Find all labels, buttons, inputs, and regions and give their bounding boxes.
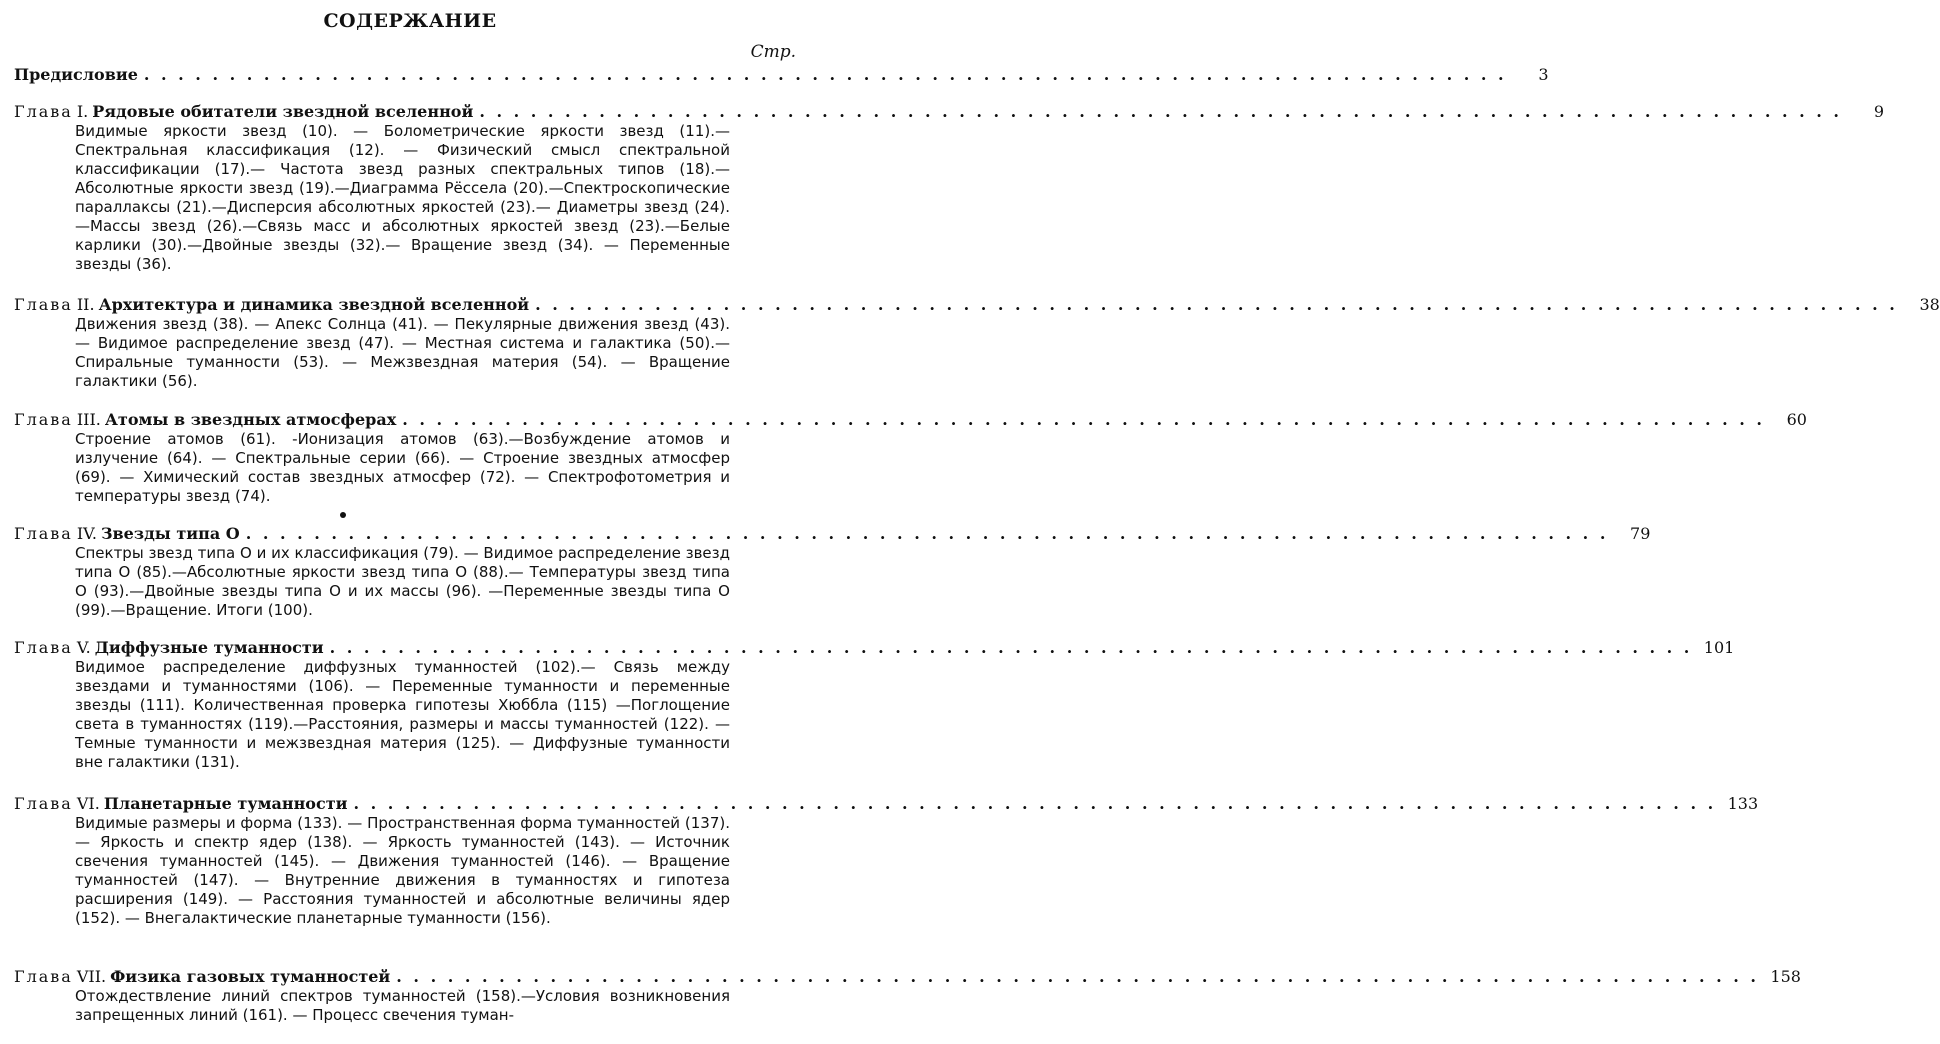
chapter-contents: Спектры звезд типа О и их классификация (79). — Видимое распределение звезд типа О (85).—Абсолютные яркости звезд типа О (88).— Температуры звезд типа О (93).—Двойные звезды типа О и их массы (96). —Переменные звезды типа О (99).—Вращение. Итоги (100). [75, 544, 730, 619]
chapter-page: 101 [1703, 638, 1735, 657]
chapter-label: Глава [14, 102, 73, 121]
leader-dots: . . . . . . . . . . . . . . . . . . . . . . . . . . . . . . . . . . . . . . . . . . . . . . . . . . . . . . . . . . . . . . . . . . . . . . . . . . . . . . . . [329, 638, 1693, 657]
leader-dots: . . . . . . . . . . . . . . . . . . . . . . . . . . . . . . . . . . . . . . . . . . . . . . . . . . . . . . . . . . . . . . . . . . . . . . . . . . . . . . . . [535, 295, 1898, 314]
toc-entry-chapter-5 [14, 637, 1735, 772]
toc-heading [14, 409, 1807, 430]
chapter-contents: Отождествление линий спектров туманностей (158).—Условия возникновения запрещенных линий (161). — Процесс свечения туман- [75, 987, 730, 1024]
chapter-title: Архитектура и динамика звездной вселенной [98, 295, 530, 314]
toc-heading [14, 637, 1735, 658]
chapter-number: IV. [76, 524, 98, 543]
page-column-label: Стр. [750, 42, 796, 62]
chapter-label: Глава [14, 967, 73, 986]
chapter-contents: Движения звезд (38). — Апекс Солнца (41). — Пекулярные движения звезд (43). — Видимое распределение звезд (47). — Местная система и галактика (50).— Спиральные туманности (53). — Межзвездная материя (54). — Вращение галактики (56). [75, 315, 730, 390]
leader-dots: . . . . . . . . . . . . . . . . . . . . . . . . . . . . . . . . . . . . . . . . . . . . . . . . . . . . . . . . . . . . . . . . . . . . . . . . . . . . . . . . [245, 524, 1609, 543]
leader-dots: . . . . . . . . . . . . . . . . . . . . . . . . . . . . . . . . . . . . . . . . . . . . . . . . . . . . . . . . . . . . . . . . . . . . . . . . . . . . . . . . [402, 410, 1765, 429]
toc-entry-chapter-4 [14, 523, 1651, 620]
preface-page: 3 [1538, 65, 1549, 84]
toc-heading [14, 101, 1884, 122]
chapter-number: VII. [76, 967, 107, 986]
toc-entry-chapter-2 [14, 294, 1940, 391]
toc-entry-chapter-6 [14, 793, 1759, 928]
chapter-number: V. [76, 638, 91, 657]
stray-dot-mark [340, 512, 346, 518]
leader-dots: . . . . . . . . . . . . . . . . . . . . . . . . . . . . . . . . . . . . . . . . . . . . . . . . . . . . . . . . . . . . . . . . . . . . . . . . . . . . . . . . [396, 967, 1759, 986]
chapter-number: III. [76, 410, 101, 429]
chapter-number: I. [76, 102, 89, 121]
toc-heading [14, 294, 1940, 315]
leader-dots: . . . . . . . . . . . . . . . . . . . . . . . . . . . . . . . . . . . . . . . . . . . . . . . . . . . . . . . . . . . . . . . . . . . . . . . . . . . . . . . . [353, 794, 1717, 813]
chapter-page: 9 [1873, 102, 1884, 121]
chapter-title: Атомы в звездных атмосферах [104, 410, 397, 429]
chapter-page: 133 [1727, 794, 1759, 813]
chapter-page: 38 [1919, 295, 1940, 314]
toc-heading [14, 793, 1759, 814]
chapter-page: 60 [1786, 410, 1807, 429]
toc-entry-chapter-7 [14, 966, 1801, 1025]
chapter-contents: Строение атомов (61). -Ионизация атомов (63).—Возбуждение атомов и излучение (64). — Спектральные серии (66). — Строение звездных атмосфер (69). — Химический состав звездных атмосфер (72). — Спектрофотометрия и температуры звезд (74). [75, 430, 730, 505]
preface-title: Предисловие [14, 65, 138, 84]
chapter-title: Планетарные туманности [103, 794, 348, 813]
chapter-label: Глава [14, 410, 73, 429]
toc-heading [14, 523, 1651, 544]
toc-entry-preface [14, 64, 1549, 85]
chapter-label: Глава [14, 295, 73, 314]
chapter-page: 79 [1630, 524, 1651, 543]
chapter-label: Глава [14, 638, 73, 657]
toc-heading [14, 966, 1801, 987]
leader-dots: . . . . . . . . . . . . . . . . . . . . . . . . . . . . . . . . . . . . . . . . . . . . . . . . . . . . . . . . . . . . . . . . . . . . . . . . . . . . . . . . [479, 102, 1842, 121]
toc-entry-chapter-3 [14, 409, 1807, 506]
page-title: СОДЕРЖАНИЕ [323, 10, 497, 32]
chapter-title: Физика газовых туманностей [110, 967, 391, 986]
chapter-number: II. [76, 295, 95, 314]
chapter-page: 158 [1770, 967, 1801, 986]
chapter-contents: Видимые яркости звезд (10). — Болометрические яркости звезд (11).— Спектральная классификация (12). — Физический смысл спектральной классификации (17).— Частота звезд разных спектральных типов (18).— Абсолютные яркости звезд (19).—Диаграмма Рёссела (20).—Спектроскопические параллаксы (21).—Дисперсия абсолютных яркостей (23).— Диаметры звезд (24).—Массы звезд (26).—Связь масс и абсолютных яркостей звезд (23).—Белые карлики (30).—Двойные звезды (32).— Вращение звезд (34). — Переменные звезды (36). [75, 122, 730, 273]
chapter-title: Диффузные туманности [94, 638, 324, 657]
chapter-contents: Видимые размеры и форма (133). — Пространственная форма туманностей (137). — Яркость и спектр ядер (138). — Яркость туманностей (143). — Источник свечения туманностей (145). — Движения туманностей (146). — Вращение туманностей (147). — Внутренние движения в туманностях и гипотеза расширения (149). — Расстояния туманностей и абсолютные величины ядер (152). — Внегалактические планетарные туманности (156). [75, 814, 730, 927]
chapter-title: Звезды типа О [101, 524, 240, 543]
leader-dots: . . . . . . . . . . . . . . . . . . . . . . . . . . . . . . . . . . . . . . . . . . . . . . . . . . . . . . . . . . . . . . . . . . . . . . . . . . . . . . . . [143, 65, 1507, 84]
chapter-label: Глава [14, 794, 73, 813]
chapter-label: Глава [14, 524, 73, 543]
toc-heading [14, 64, 1549, 85]
chapter-title: Рядовые обитатели звездной вселенной [92, 102, 474, 121]
toc-entry-chapter-1 [14, 101, 1884, 274]
chapter-number: VI. [76, 794, 100, 813]
chapter-contents: Видимое распределение диффузных туманностей (102).— Связь между звездами и туманностями (106). — Переменные туманности и переменные звезды (111). Количественная проверка гипотезы Хюббла (115) —Поглощение света в туманностях (119).—Расстояния, размеры и массы туманностей (122). — Темные туманности и межзвездная материя (125). — Диффузные туманности вне галактики (131). [75, 658, 730, 771]
